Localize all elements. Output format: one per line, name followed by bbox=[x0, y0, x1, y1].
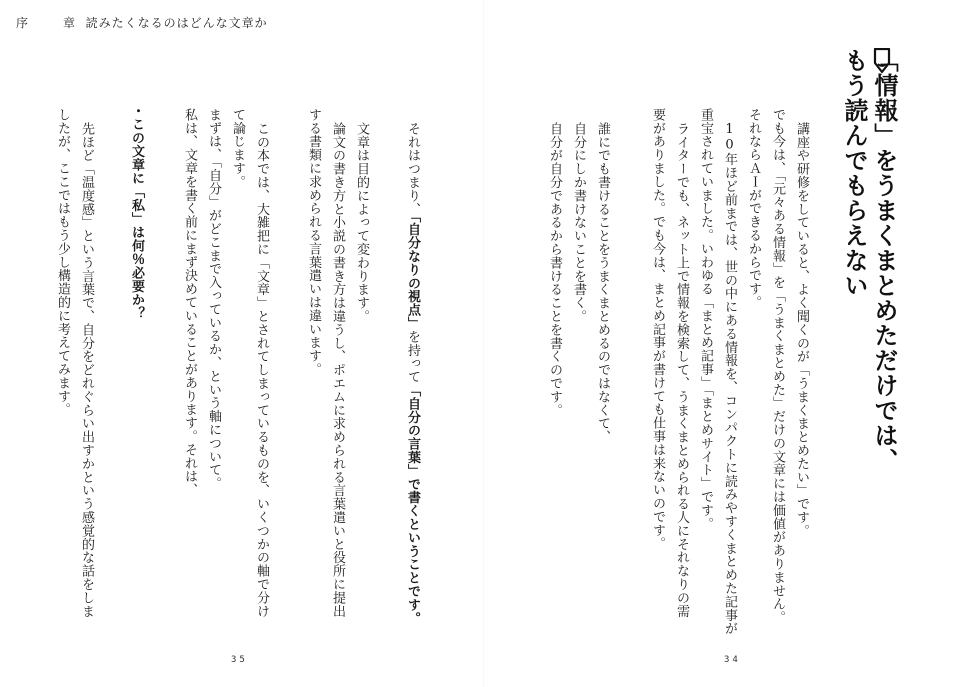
right-p2-line2: 重宝されていました。いわゆる「まとめ記事」「まとめサイト」です。 bbox=[698, 108, 713, 531]
section-heading-line2: もう読んでもらえない bbox=[840, 48, 868, 298]
left-p1-line2: 論文の書き方と小説の書き方は違うし、ポエムに求められる言葉遣いと役所に提出 bbox=[330, 122, 345, 618]
right-p1-line1: 講座や研修をしていると、よく聞くのが「うまくまとめたい」です。 bbox=[794, 122, 809, 538]
section-heading-line1: 「情報」をうまくまとめただけでは、 bbox=[870, 48, 898, 473]
right-p4-line2: 自分にしか書けないことを書く。 bbox=[571, 122, 586, 323]
right-p3-line2: 要がありました。でも今は、まとめ記事が書けても仕事は来ないのです。 bbox=[650, 108, 665, 551]
right-p3-line1: ライターでも、ネット上で情報を検索して、うまくまとめられる人にそれなりの需 bbox=[674, 122, 689, 618]
thesis-middle: を持って bbox=[405, 329, 420, 384]
left-p3-line1: まずは、「自分」がどこまで入っているか、という軸について。 bbox=[206, 108, 221, 491]
right-p4-line1: 誰にでも書けることをうまくまとめるのではなくて、 bbox=[595, 122, 610, 444]
chapter-title: 読みたくなるのはどんな文章か bbox=[85, 16, 268, 30]
left-p2-line2: て論じます。 bbox=[230, 108, 245, 189]
left-p1-line1: 文章は目的によって変わります。 bbox=[354, 122, 369, 323]
right-p4-line3: 自分が自分であるから書けることを書くのです。 bbox=[547, 122, 562, 417]
chapter-label: 序 bbox=[16, 16, 30, 30]
chapter-marker: 章 bbox=[63, 16, 77, 30]
thesis-before: それはつまり、 bbox=[405, 122, 420, 216]
right-p1-line2: でも今は、「元々ある情報」を「うまくまとめた」だけの文章には価値がありません。 bbox=[770, 108, 785, 625]
folio-left: 35 bbox=[231, 655, 248, 665]
right-p1-line3: それならＡＩができるからです。 bbox=[746, 108, 761, 309]
left-p1-line3: する書類に求められる言葉遣いは違います。 bbox=[306, 108, 321, 376]
page-gutter bbox=[483, 0, 484, 687]
left-p4-line1: 私は、文章を書く前にまず決めていることがあります。それは、 bbox=[182, 108, 197, 497]
left-p5-line1: 先ほど「温度感」という言葉で、自分をどれぐらい出すかという感覚的な話をしま bbox=[79, 122, 94, 618]
left-p5-line2: したが、ここではもう少し構造的に考えてみます。 bbox=[55, 108, 70, 417]
thesis-line bbox=[406, 108, 419, 625]
right-p2-line1: 10年ほど前までは、世の中にある情報を、コンパクトに読みやすくまとめた記事が bbox=[722, 122, 737, 636]
left-p2-line1: この本では、大雑把に「文章」とされてしまっているものを、いくつかの軸で分け bbox=[254, 122, 269, 618]
thesis-bold-viewpoint: 「自分なりの視点」 bbox=[405, 215, 420, 330]
folio-right: 34 bbox=[724, 655, 741, 665]
subheading: ・この文章に「私」は何％必要か？ bbox=[129, 104, 144, 320]
thesis-bold-own-words: 「自分の言葉」で書くということです。 bbox=[405, 383, 420, 625]
running-head bbox=[16, 14, 268, 31]
